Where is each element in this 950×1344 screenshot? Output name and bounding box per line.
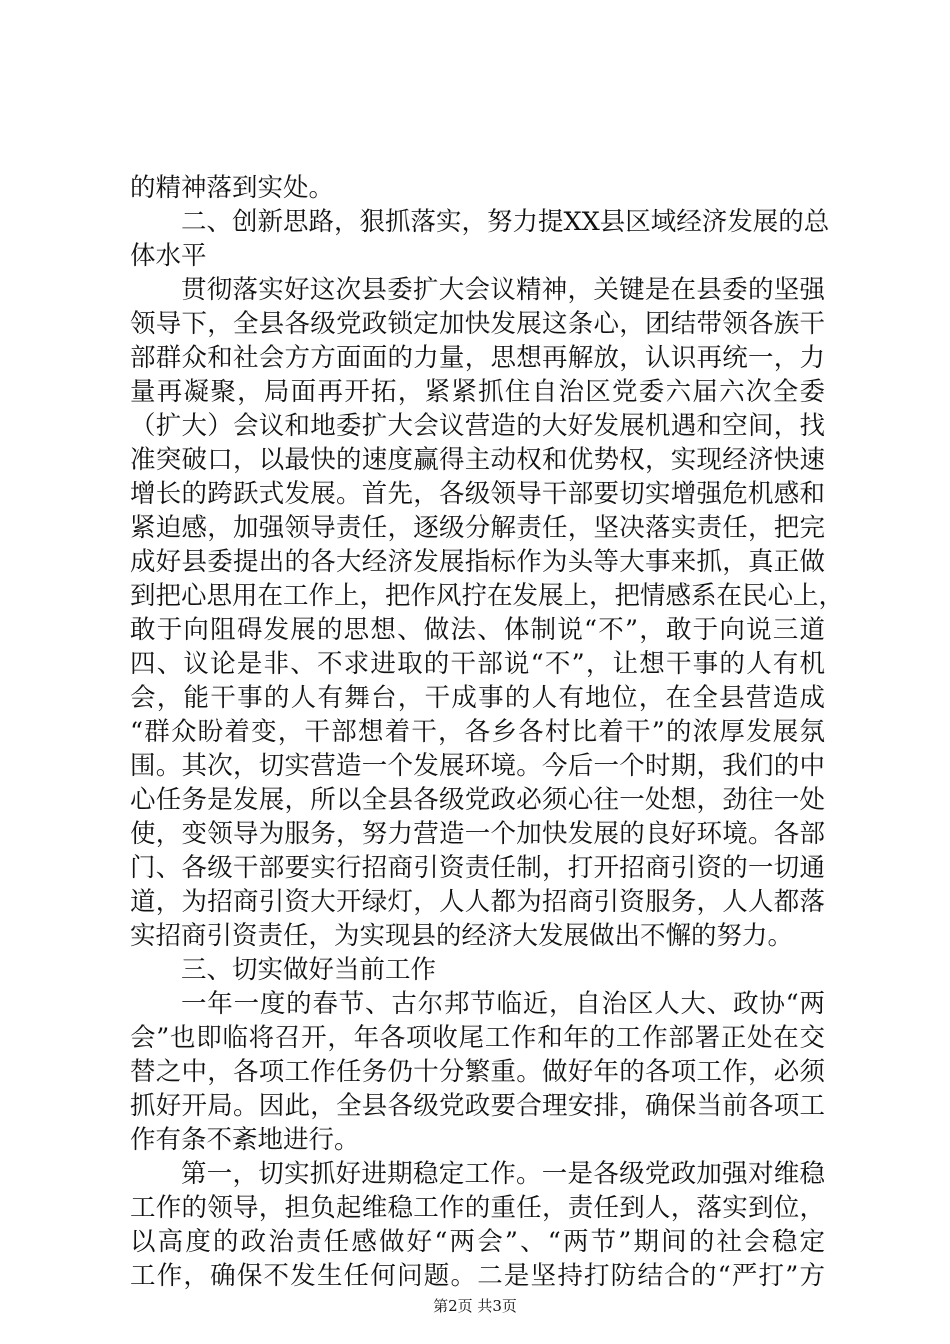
text-line: 一年一度的春节、古尔邦节临近，自治区人大、政协“两: [181, 989, 825, 1019]
text-line: 作有条不紊地进行。: [130, 1125, 360, 1155]
text-line: 四、议论是非、不求进取的干部说“不”，让想干事的人有机: [130, 649, 825, 679]
section-heading: 体水平: [130, 241, 207, 271]
text-line: 第一，切实抓好进期稳定工作。一是各级党政加强对维稳: [181, 1159, 825, 1189]
text-line: （扩大）会议和地委扩大会议营造的大好发展机遇和空间，找: [130, 411, 825, 441]
text-line: 到把心思用在工作上，把作风拧在发展上，把情感系在民心上，: [130, 581, 845, 611]
text-line: 会，能干事的人有舞台，干成事的人有地位，在全县营造成: [130, 683, 825, 713]
text-line: 领导下，全县各级党政锁定加快发展这条心，团结带领各族干: [130, 309, 825, 339]
text-line: 实招商引资责任，为实现县的经济大发展做出不懈的努力。: [130, 921, 794, 951]
text-line: “群众盼着变，干部想着干，各乡各村比着干”的浓厚发展氛: [130, 717, 825, 747]
text-line: 准突破口，以最快的速度赢得主动权和优势权，实现经济快速: [130, 445, 825, 475]
text-line: 道，为招商引资大开绿灯，人人都为招商引资服务，人人都落: [130, 887, 825, 917]
text-line: 部群众和社会方方面面的力量，思想再解放，认识再统一，力: [130, 343, 825, 373]
section-heading: 二、创新思路，狠抓落实，努力提XX县区域经济发展的总: [181, 207, 830, 237]
text-line: 围。其次，切实营造一个发展环境。今后一个时期，我们的中: [130, 751, 825, 781]
text-line: 增长的跨跃式发展。首先，各级领导干部要切实增强危机感和: [130, 479, 825, 509]
text-line: 心任务是发展，所以全县各级党政必须心往一处想，劲往一处: [130, 785, 825, 815]
text-line: 使，变领导为服务，努力营造一个加快发展的良好环境。各部: [130, 819, 825, 849]
text-line: 贯彻落实好这次县委扩大会议精神，关键是在县委的坚强: [181, 275, 825, 305]
text-line: 以高度的政治责任感做好“两会”、“两节”期间的社会稳定: [130, 1227, 825, 1257]
text-line: 替之中，各项工作任务仍十分繁重。做好年的各项工作，必须: [130, 1057, 825, 1087]
text-line: 工作，确保不发生任何问题。二是坚持打防结合的“严打”方: [130, 1261, 825, 1291]
section-heading: 三、切实做好当前工作: [181, 955, 437, 985]
text-line: 紧迫感，加强领导责任，逐级分解责任，坚决落实责任，把完: [130, 513, 825, 543]
text-line: 量再凝聚，局面再开拓，紧紧抓住自治区党委六届六次全委: [130, 377, 825, 407]
text-line: 的精神落到实处。: [130, 173, 335, 203]
text-line: 抓好开局。因此，全县各级党政要合理安排，确保当前各项工: [130, 1091, 825, 1121]
text-line: 门、各级干部要实行招商引资责任制，打开招商引资的一切通: [130, 853, 825, 883]
text-line: 敢于向阻碍发展的思想、做法、体制说“不”，敢于向说三道: [130, 615, 825, 645]
text-line: 成好县委提出的各大经济发展指标作为头等大事来抓，真正做: [130, 547, 825, 577]
text-line: 工作的领导，担负起维稳工作的重任，责任到人，落实到位，: [130, 1193, 825, 1223]
text-line: 会”也即临将召开，年各项收尾工作和年的工作部署正处在交: [130, 1023, 825, 1053]
page-number: 第2页 共3页: [433, 1297, 517, 1315]
